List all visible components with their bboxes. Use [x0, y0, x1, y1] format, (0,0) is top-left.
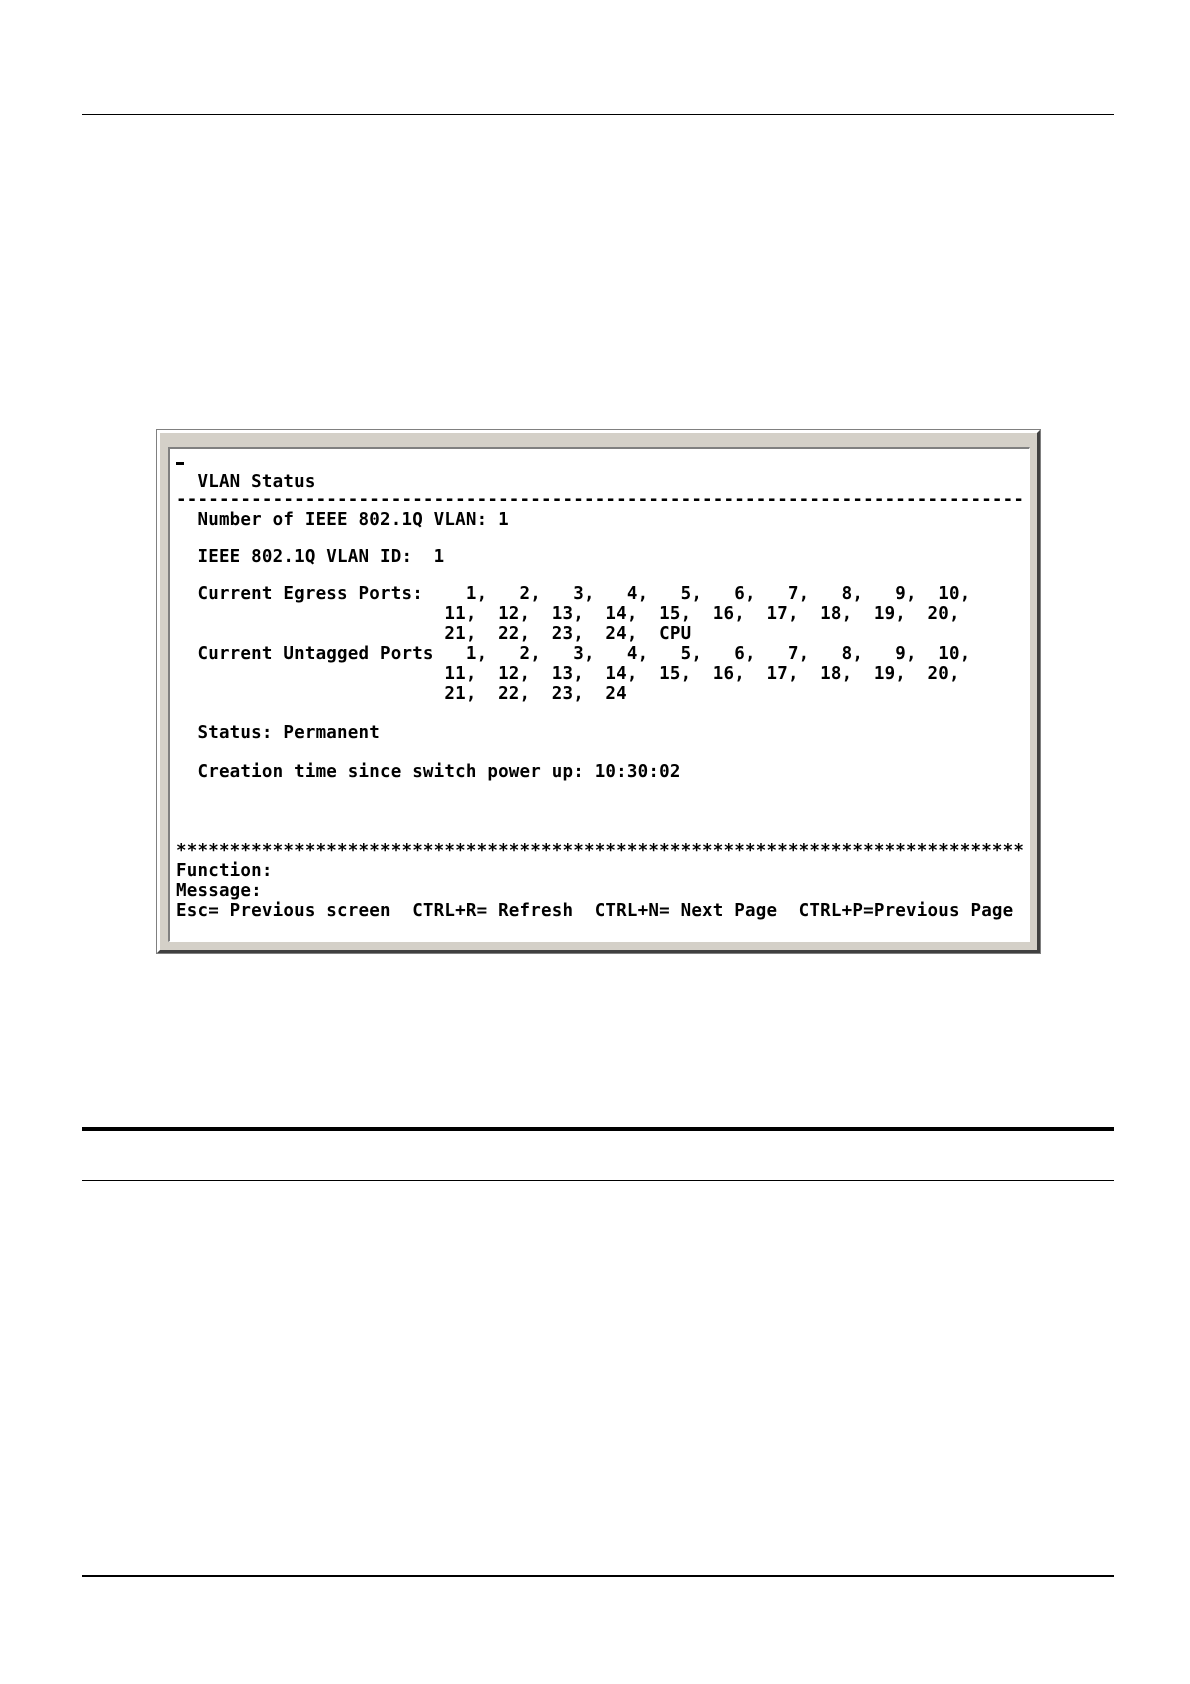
vlan-id: IEEE 802.1Q VLAN ID: 1	[176, 547, 445, 567]
title-separator: -------------------------------------------------------------------------------	[176, 490, 1025, 510]
function-field[interactable]: Function:	[176, 861, 273, 881]
screen-title: VLAN Status	[176, 472, 316, 492]
creation-time: Creation time since switch power up: 10:30:02	[176, 762, 681, 782]
vlan-count: Number of IEEE 802.1Q VLAN: 1	[176, 510, 509, 530]
terminal-window	[157, 430, 1040, 953]
section-rule-thick	[82, 1127, 1114, 1131]
text-cursor	[176, 462, 184, 465]
egress-ports-line-3: 21, 22, 23, 24, CPU	[176, 624, 692, 644]
egress-ports-line-1: Current Egress Ports: 1, 2, 3, 4, 5, 6, 7, 8, 9, 10,	[176, 584, 971, 604]
terminal-screen[interactable]	[168, 447, 1030, 942]
vlan-status: Status: Permanent	[176, 723, 380, 743]
egress-ports-line-2: 11, 12, 13, 14, 15, 16, 17, 18, 19, 20,	[176, 604, 960, 624]
untagged-ports-line-2: 11, 12, 13, 14, 15, 16, 17, 18, 19, 20,	[176, 664, 960, 684]
section-rule-thin	[82, 1180, 1114, 1181]
untagged-ports-line-3: 21, 22, 23, 24	[176, 684, 627, 704]
message-field: Message:	[176, 881, 262, 901]
star-separator: *******************************************************************************	[176, 841, 1025, 861]
header-rule	[82, 114, 1114, 115]
key-help-bar: Esc= Previous screen CTRL+R= Refresh CTRL+N= Next Page CTRL+P=Previous Page	[176, 901, 1014, 921]
footer-rule	[82, 1575, 1114, 1577]
untagged-ports-line-1: Current Untagged Ports 1, 2, 3, 4, 5, 6, 7, 8, 9, 10,	[176, 644, 971, 664]
